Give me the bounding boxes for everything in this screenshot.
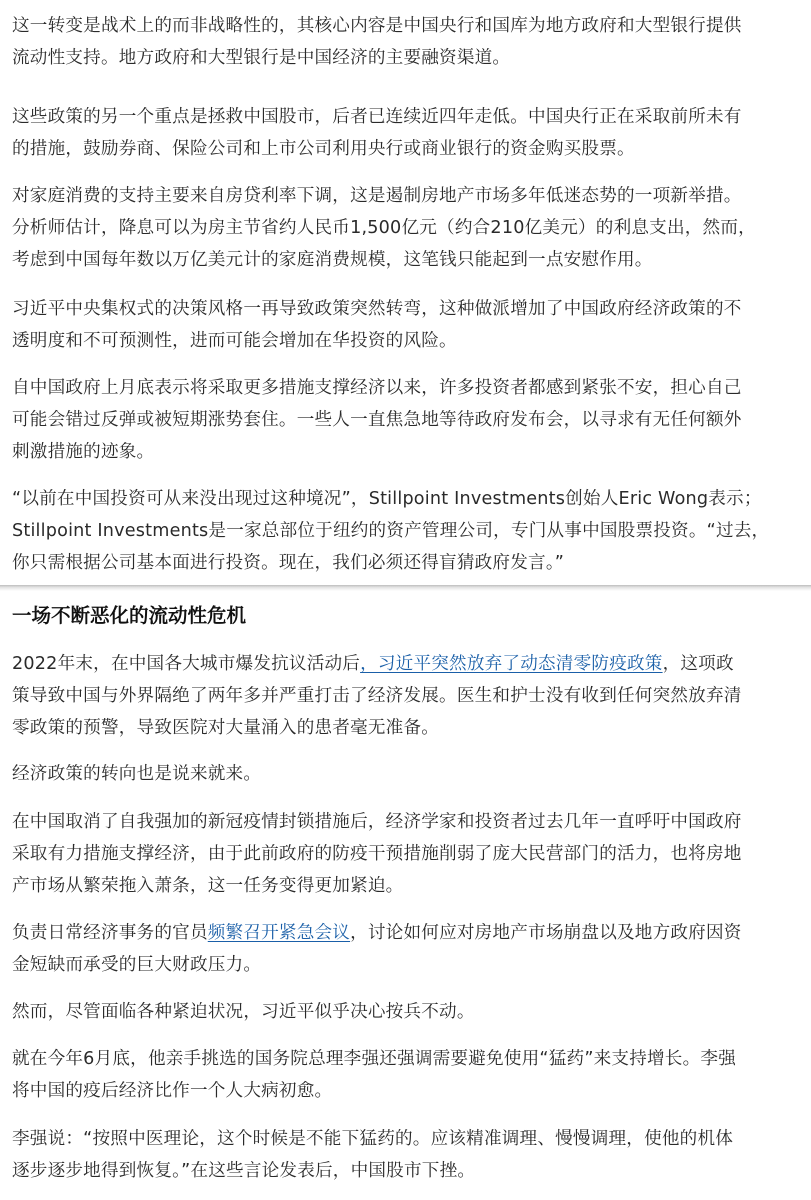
paragraph-decision-style: 习近平中央集权式的决策风格一再导致政策突然转弯，这种做派增加了中国政府经济政策的不 透明度和不可预测性，进而可能会增加在华投资的风险。	[12, 299, 742, 351]
paragraph-policy-shift: 这一转变是战术上的而非战略性的，其核心内容是中国央行和国库为地方政府和大型银行提供 流动性支持。地方政府和大型银行是中国经济的主要融资渠道。	[12, 16, 742, 68]
paragraph-zero-covid: 2022年末，在中国各大城市爆发抗议活动后，习近平突然放弃了动态清零防疫政策，这项政 策导致中国与外界隔绝了两年多并严重打击了经济发展。医生和护士没有收到任何突然放弃清 零政策的预警，导致医院对大量涌入的患者毫无准备。	[12, 654, 742, 738]
section-divider	[0, 585, 811, 591]
paragraph-investor-anxiety: 自中国政府上月底表示将采取更多措施支撑经济以来，许多投资者都感到紧张不安，担心自己 可能会错过反弹或被短期涨势套住。一些人一直焦急地等待政府发布会，以寻求有无任何额外 刺激措施的迹象。	[12, 378, 742, 462]
section-heading: 一场不断恶化的流动性危机	[12, 604, 247, 627]
zero-covid-link[interactable]: ，习近平突然放弃了动态清零防疫政策	[360, 654, 663, 674]
paragraph-xi-stays-put: 然而，尽管面临各种紧迫状况，习近平似乎决心按兵不动。	[12, 1002, 475, 1022]
paragraph-policy-turn: 经济政策的转向也是说来就来。	[12, 764, 262, 784]
paragraph-economists-call: 在中国取消了自我强加的新冠疫情封锁措施后，经济学家和投资者过去几年一直呼吁中国政府 采取有力措施支撑经济，由于此前政府的防疫干预措施削弱了庞大民营部门的活力，也将房地 产市场从繁荣拖入萧条，这一任务变得更加紧迫。	[12, 812, 742, 896]
paragraph-household-consumption: 对家庭消费的支持主要来自房贷利率下调，这是遏制房地产市场多年低迷态势的一项新举措。 分析师估计，降息可以为房主节省约人民币1,500亿元（约合210亿美元）的利息支出，然而， 考虑到中国每年数以万亿美元计的家庭消费规模，这笔钱只能起到一点安慰作用。	[12, 186, 756, 270]
paragraph-stock-market: 这些政策的另一个重点是拯救中国股市，后者已连续近四年走低。中国央行正在采取前所未有 的措施，鼓励券商、保险公司和上市公司利用央行或商业银行的资金购买股票。	[12, 107, 742, 159]
paragraph-li-qiang-quote: 李强说：“按照中医理论，这个时候是不能下猛药的。应该精准调理、慢慢调理，使他的机体 逐步逐步地得到恢复。”在这些言论发表后，中国股市下挫。	[12, 1129, 734, 1181]
paragraph-eric-wong-quote: “以前在中国投资可从来没出现过这种境况”，Stillpoint Investments创始人Eric Wong表示； Stillpoint Investments是一家总部位于纽约的资产管理公司，专门从事中国股票投资。“过去， 你只需根据公司基本面进行投资。现在，我们必须还得盲猜政府发言。”	[12, 489, 770, 573]
paragraph-li-qiang-strong-medicine: 就在今年6月底，他亲手挑选的国务院总理李强还强调需要避免使用“猛药”来支持增长。李强 将中国的疫后经济比作一个人大病初愈。	[12, 1049, 736, 1101]
emergency-meetings-link[interactable]: 频繁召开紧急会议	[207, 923, 351, 943]
paragraph-emergency-meetings: 负责日常经济事务的官员频繁召开紧急会议，讨论如何应对房地产市场崩盘以及地方政府因资 金短缺而承受的巨大财政压力。	[12, 923, 742, 975]
